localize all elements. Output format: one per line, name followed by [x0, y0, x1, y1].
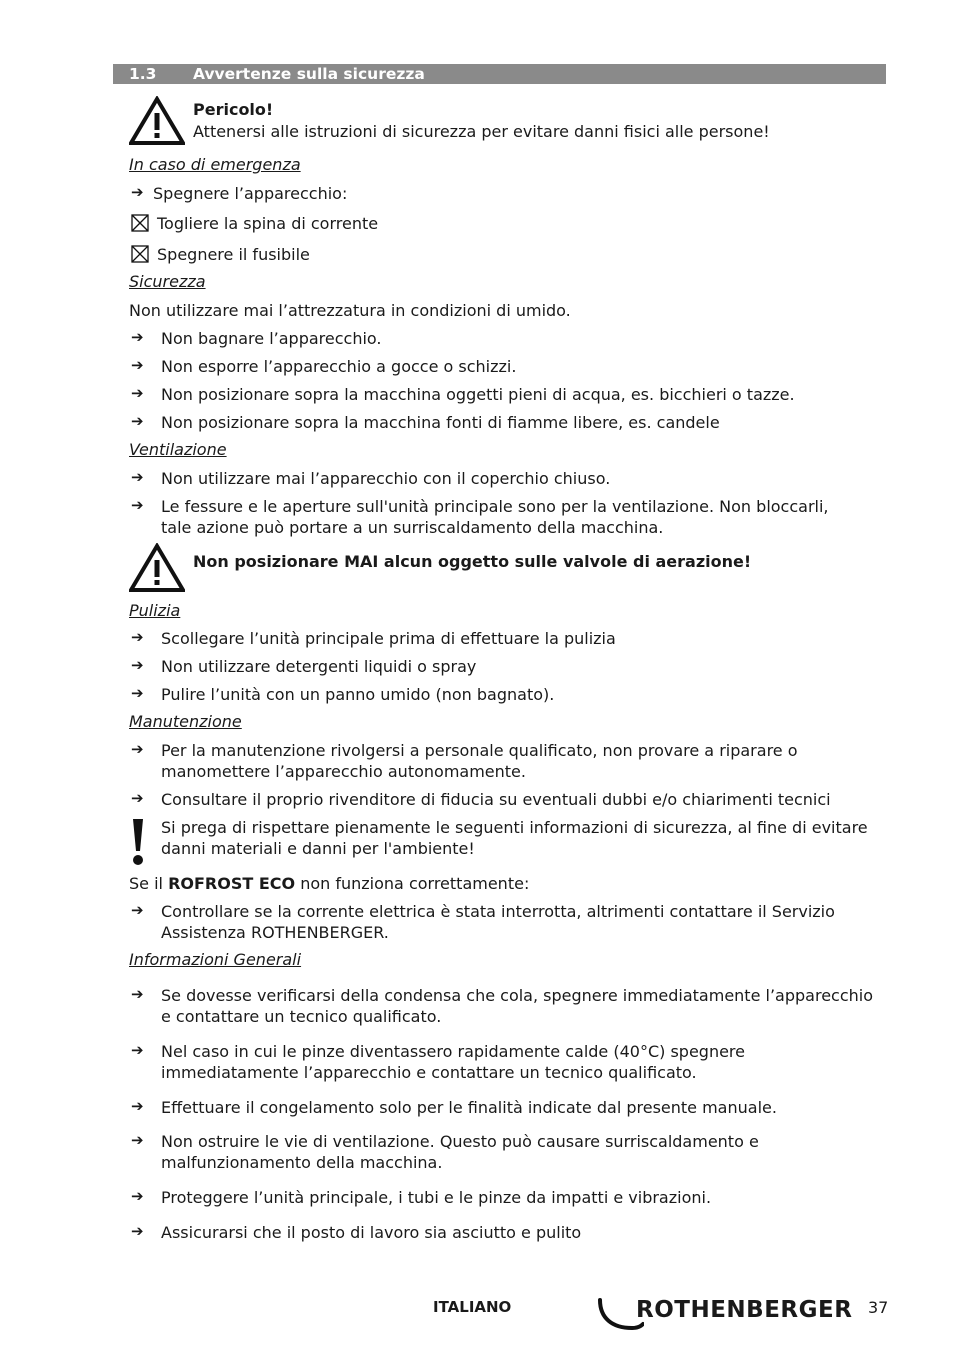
list-item: Le fessure e le aperture sull'unità principale sono per la ventilazione. Non bloccarli, tale azione può portare a un surriscaldamento della macchina.: [161, 497, 829, 537]
list-item: Controllare se la corrente elettrica è stata interrotta, altrimenti contattare il Servizio Assistenza ROTHENBERGER.: [161, 902, 835, 942]
brand-logo: [596, 1292, 853, 1332]
list-item: Non posizionare sopra la macchina fonti di fiamme libere, es. candele: [161, 413, 720, 432]
malfunction-suffix: non funziona correttamente:: [295, 874, 530, 893]
list-item: Non ostruire le vie di ventilazione. Questo può causare surriscaldamento e malfunzionamento della macchina.: [161, 1132, 759, 1172]
danger-title: Pericolo!: [193, 100, 274, 119]
list-item: Non posizionare sopra la macchina oggetti pieni di acqua, es. bicchieri o tazze.: [161, 385, 795, 404]
list-item: Pulire l’unità con un panno umido (non bagnato).: [161, 685, 555, 704]
warning-triangle-icon: [129, 543, 185, 593]
arrow-right-icon: ➔: [131, 328, 144, 346]
emergency-option: Spegnere il fusibile: [157, 245, 310, 264]
footer-language: ITALIANO: [433, 1298, 512, 1316]
product-name: ROFROST ECO: [168, 874, 296, 893]
arrow-right-icon: ➔: [131, 384, 144, 402]
list-item: Per la manutenzione rivolgersi a personale qualificato, non provare a riparare o manomettere l’apparecchio autonomamente.: [161, 741, 798, 781]
section-title: Avvertenze sulla sicurezza: [193, 65, 425, 83]
emergency-action: Spegnere l’apparecchio:: [153, 184, 348, 203]
arrow-right-icon: ➔: [131, 985, 144, 1003]
arrow-right-icon: ➔: [131, 1131, 144, 1149]
arrow-right-icon: ➔: [131, 901, 144, 919]
list-item: Assicurarsi che il posto di lavoro sia asciutto e pulito: [161, 1223, 582, 1242]
list-item: Non esporre l’apparecchio a gocce o schizzi.: [161, 357, 517, 376]
crossed-box-icon: [131, 214, 149, 232]
crossed-box-icon: [131, 245, 149, 263]
arrow-right-icon: ➔: [131, 183, 144, 201]
arrow-right-icon: ➔: [131, 468, 144, 486]
arrow-right-icon: ➔: [131, 1187, 144, 1205]
arrow-right-icon: ➔: [131, 356, 144, 374]
ventilation-heading: Ventilazione: [129, 440, 227, 459]
section-number: 1.3: [129, 65, 157, 83]
list-item: Consultare il proprio rivenditore di fiducia su eventuali dubbi e/o chiarimenti tecnici: [161, 790, 831, 809]
arrow-right-icon: ➔: [131, 656, 144, 674]
list-item: Effettuare il congelamento solo per le finalità indicate dal presente manuale.: [161, 1098, 777, 1117]
arrow-right-icon: ➔: [131, 684, 144, 702]
exclamation-icon: [131, 817, 145, 867]
arrow-right-icon: ➔: [131, 740, 144, 758]
emergency-option: Togliere la spina di corrente: [157, 214, 379, 233]
arrow-right-icon: ➔: [131, 412, 144, 430]
arrow-right-icon: ➔: [131, 628, 144, 646]
section-header: [113, 64, 886, 84]
list-item: Nel caso in cui le pinze diventassero rapidamente calde (40°C) spegnere immediatamente l’apparecchio e contattare un tecnico qualificato.: [161, 1042, 745, 1082]
list-item: Non utilizzare mai l’apparecchio con il coperchio chiuso.: [161, 469, 611, 488]
emergency-heading: In caso di emergenza: [129, 155, 301, 174]
arrow-right-icon: ➔: [131, 1222, 144, 1240]
arrow-right-icon: ➔: [131, 789, 144, 807]
maintenance-heading: Manutenzione: [129, 712, 242, 731]
danger-text: Attenersi alle istruzioni di sicurezza per evitare danni fisici alle persone!: [193, 122, 770, 141]
malfunction-line: [129, 873, 529, 894]
arrow-right-icon: ➔: [131, 1041, 144, 1059]
safety-intro: Non utilizzare mai l’attrezzatura in condizioni di umido.: [129, 301, 571, 320]
arrow-right-icon: ➔: [131, 496, 144, 514]
list-item: Non utilizzare detergenti liquidi o spray: [161, 657, 477, 676]
safety-heading: Sicurezza: [129, 272, 206, 291]
maintenance-notice: Si prega di rispettare pienamente le seguenti informazioni di sicurezza, al fine di evitare danni materiali e danni per l'ambiente!: [161, 818, 868, 858]
warning-triangle-icon: [129, 96, 185, 146]
page-number: 37: [868, 1298, 889, 1317]
ventilation-warning: Non posizionare MAI alcun oggetto sulle valvole di aerazione!: [193, 552, 752, 571]
general-heading: Informazioni Generali: [129, 950, 302, 969]
list-item: Se dovesse verificarsi della condensa che cola, spegnere immediatamente l’apparecchio e contattare un tecnico qualificato.: [161, 986, 873, 1026]
cleaning-heading: Pulizia: [129, 601, 181, 620]
list-item: Proteggere l’unità principale, i tubi e le pinze da impatti e vibrazioni.: [161, 1188, 712, 1207]
list-item: Scollegare l’unità principale prima di effettuare la pulizia: [161, 629, 616, 648]
list-item: Non bagnare l’apparecchio.: [161, 329, 382, 348]
malfunction-prefix: Se il: [129, 874, 169, 893]
arrow-right-icon: ➔: [131, 1097, 144, 1115]
brand-name: ROTHENBERGER: [636, 1297, 853, 1323]
